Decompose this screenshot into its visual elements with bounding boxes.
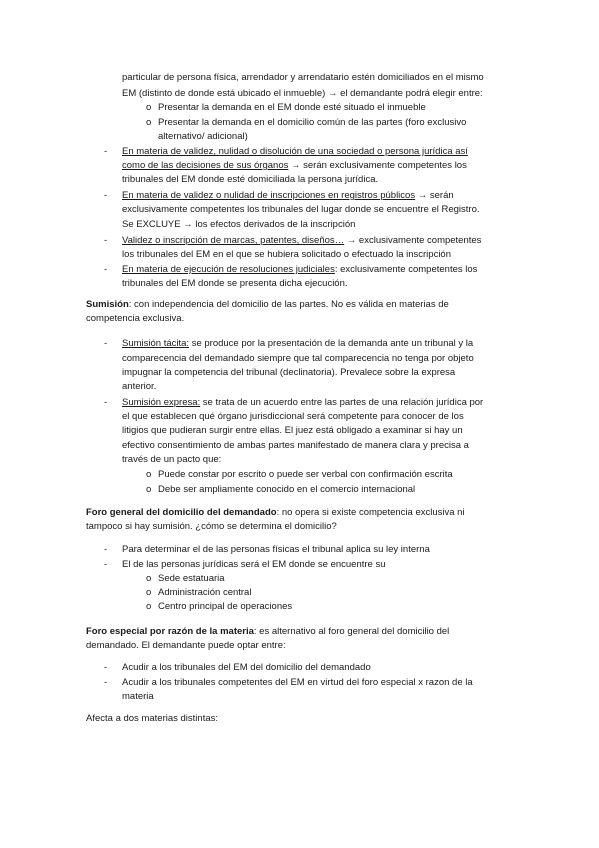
bullet-text: litigios que pudieran surgir entre ellas. El juez está obligado a examinar si hay un: [122, 425, 463, 436]
sub-bullet-text: Puede constar por escrito o puede ser verbal con confirmación escrita: [158, 469, 453, 480]
bullet-underlined: En materia de validez o nulidad de inscripciones en registros públicos: [122, 190, 416, 201]
bullet-marker: -: [104, 235, 108, 246]
sub-bullet-text: alternativo/ adicional): [158, 131, 248, 142]
bullet-text: materia: [122, 691, 154, 702]
bullet-text: tribunales del EM donde se presenta dicha ejecución.: [122, 278, 348, 289]
bullet-text: En materia de validez, nulidad o disolución de una sociedad o persona jurídica así: [122, 146, 468, 157]
bullet-text: El de las personas jurídicas será el EM donde se encuentre su: [122, 559, 386, 570]
sub-bullet-marker: o: [146, 469, 152, 480]
bullet-rest: → exclusivamente competentes: [344, 235, 482, 246]
sub-bullet-text: Presentar la demanda en el domicilio común de las partes (foro exclusivo: [158, 117, 467, 128]
bullet-underlined: En materia de ejecución de resoluciones judiciales: [122, 264, 335, 275]
bullet-rest: se produce por la presentación de la demanda ante un tribunal y la: [189, 338, 474, 349]
bullet-text: comparecencia del demandado siempre que tal comparecencia no tenga por objeto: [122, 353, 474, 364]
bullet-text: [122, 337, 473, 351]
sub-bullet-marker: o: [146, 587, 152, 598]
section-text: : con independencia del domicilio de las partes. No es válida en materias de: [128, 299, 449, 310]
bullet-text: [122, 396, 483, 410]
section-paragraph: [86, 625, 449, 639]
sub-bullet-text: Debe ser ampliamente conocido en el comercio internacional: [158, 484, 416, 495]
bullet-text: efectivo consentimiento de ambas partes manifestado de manera clara y precisa a: [122, 440, 469, 451]
sub-bullet-text: Presentar la demanda en el EM donde esté situado el inmueble: [158, 102, 426, 113]
bullet-underlined: Sumisión tácita:: [122, 338, 190, 349]
section-text: tampoco si hay sumisión. ¿cómo se determina el domicilio?: [86, 521, 337, 532]
bullet-rest: se trata de un acuerdo entre las partes de una relación jurídica por: [200, 397, 484, 408]
bullet-marker: -: [104, 190, 108, 201]
section-paragraph: [86, 506, 465, 520]
closing-line: Afecta a dos materias distintas:: [86, 713, 219, 724]
bullet-marker: -: [104, 146, 108, 157]
bullet-marker: -: [104, 264, 108, 275]
bullet-underlined: como de las decisiones de sus órganos: [122, 160, 289, 171]
bullet-marker: -: [104, 397, 108, 408]
section-heading: Foro general del domicilio del demandado: [86, 507, 277, 518]
section-text: competencia exclusiva.: [86, 313, 185, 324]
bullet-text: los tribunales del EM en el que se hubiera solicitado o efectuado la inscripción: [122, 249, 452, 260]
bullet-rest: → serán exclusivamente competentes los: [288, 160, 467, 171]
bullet-text: [122, 234, 481, 248]
bullet-text: Acudir a los tribunales competentes del EM en virtud del foro especial x razon de la: [122, 677, 473, 688]
bullet-text: Se EXCLUYE → los efectos derivados de la inscripción: [122, 219, 356, 230]
bullet-text: Acudir a los tribunales del EM del domicilio del demandado: [122, 662, 371, 673]
section-paragraph: [86, 298, 449, 312]
bullet-text: impugnar la competencia del tribunal (declinatoria). Prevalece sobre la expresa: [122, 367, 456, 378]
bullet-text: través de un pacto que:: [122, 454, 222, 465]
bullet-text: [122, 159, 467, 173]
sub-bullet-marker: o: [146, 484, 152, 495]
bullet-text: [122, 263, 477, 277]
intro-line: EM (distinto de donde está ubicado el inmueble) → el demandante podrá elegir entre:: [122, 88, 483, 99]
sub-bullet-marker: o: [146, 573, 152, 584]
sub-bullet-marker: o: [146, 601, 152, 612]
section-heading: Sumisión: [86, 299, 129, 310]
sub-bullet-text: Administración central: [158, 587, 252, 598]
bullet-text: [122, 189, 454, 203]
bullet-rest: → serán: [415, 190, 454, 201]
bullet-marker: -: [104, 338, 108, 349]
bullet-marker: -: [104, 559, 108, 570]
bullet-text: anterior.: [122, 381, 157, 392]
bullet-marker: -: [104, 662, 108, 673]
sub-bullet-marker: o: [146, 117, 152, 128]
bullet-text: el que establecen qué órgano jurisdiccional será competente para conocer de los: [122, 411, 464, 422]
intro-line: particular de persona física, arrendador y arrendatario estén domiciliados en el mismo: [122, 72, 484, 83]
sub-bullet-text: Centro principal de operaciones: [158, 601, 293, 612]
section-text: : es alternativo al foro general del domicilio del: [253, 626, 450, 637]
sub-bullet-marker: o: [146, 102, 152, 113]
sub-bullet-text: Sede estatuaria: [158, 573, 225, 584]
bullet-marker: -: [104, 677, 108, 688]
bullet-text: Para determinar el de las personas físicas el tribunal aplica su ley interna: [122, 544, 430, 555]
section-heading: Foro especial por razón de la materia: [86, 626, 254, 637]
bullet-underlined: Sumisión expresa:: [122, 397, 201, 408]
section-text: : no opera si existe competencia exclusiva ni: [276, 507, 465, 518]
bullet-rest: : exclusivamente competentes los: [334, 264, 478, 275]
bullet-marker: -: [104, 544, 108, 555]
bullet-underlined: Validez o inscripción de marcas, patentes, diseños…: [122, 235, 345, 246]
bullet-text: exclusivamente competentes los tribunales del lugar donde se encuentre el Registro.: [122, 204, 480, 215]
section-text: demandado. El demandante puede optar entre:: [86, 640, 286, 651]
bullet-text: tribunales del EM donde esté domiciliada la persona jurídica.: [122, 174, 379, 185]
